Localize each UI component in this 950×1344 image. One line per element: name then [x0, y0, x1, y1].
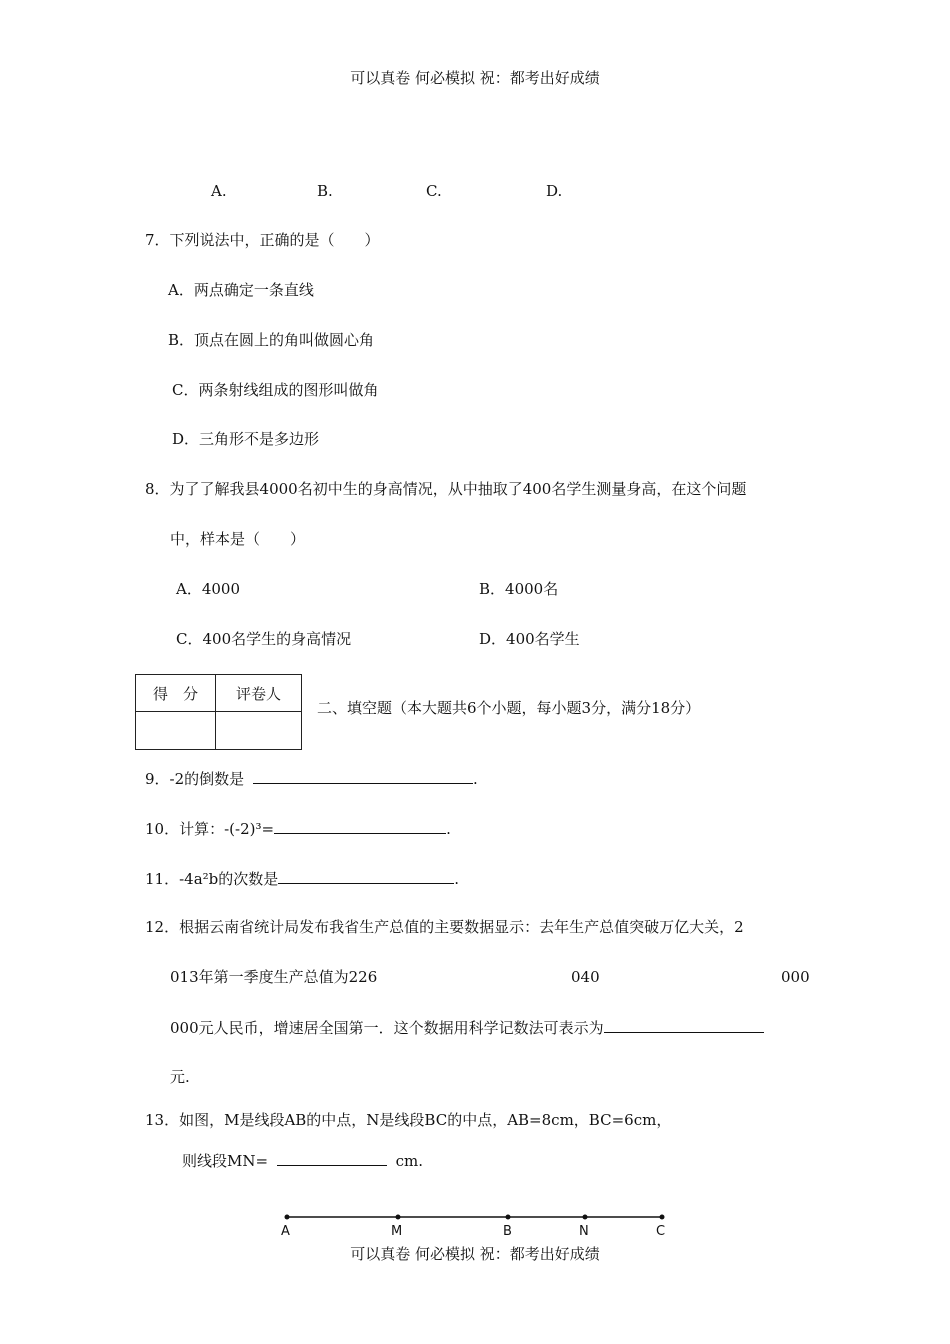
q9-end: .: [472, 770, 478, 788]
q13-answer-blank: [277, 1150, 387, 1166]
q6-option-c: C.: [426, 182, 442, 200]
point-c-label: C: [656, 1224, 666, 1239]
page-header: 可以真卷 何必模拟 祝：都考出好成绩: [350, 69, 600, 87]
q12-line2-b: 040: [571, 968, 600, 986]
segment-figure: [270, 1205, 680, 1245]
q13-line2: [182, 1150, 423, 1171]
q12-line2-a: 013年第一季度生产总值为226: [170, 968, 378, 986]
q12-line2-c: 000: [781, 968, 810, 986]
q11-text: 11．-4a²b的次数是: [145, 870, 279, 888]
q7-option-a: A．两点确定一条直线: [168, 281, 314, 299]
point-c-dot: [660, 1215, 665, 1220]
q13-line1: 13．如图，M是线段AB的中点，N是线段BC的中点，AB=8cm，BC=6cm，: [145, 1111, 672, 1129]
point-a-dot: [285, 1215, 290, 1220]
q10-end: .: [446, 820, 451, 838]
q11: [145, 868, 459, 889]
score-header: 得 分: [136, 675, 216, 712]
q7-stem: 7．下列说法中，正确的是（ ）: [145, 231, 380, 249]
grader-header: 评卷人: [216, 675, 302, 712]
point-b-label: B: [503, 1224, 512, 1239]
q6-option-d: D.: [546, 182, 563, 200]
q11-answer-blank: [278, 868, 454, 884]
point-n-label: N: [579, 1224, 589, 1239]
q7-option-d: D．三角形不是多边形: [172, 430, 320, 448]
q12-line1: 12．根据云南省统计局发布我省生产总值的主要数据显示：去年生产总值突破万亿大关，2: [145, 918, 744, 936]
score-table: [135, 674, 302, 750]
q9-text: 9．-2的倒数是: [145, 770, 245, 788]
q8-stem-line2: 中，样本是（ ）: [170, 530, 306, 548]
q6-option-b: B.: [317, 182, 333, 200]
q8-option-d: D．400名学生: [479, 630, 580, 648]
point-m-label: M: [391, 1224, 403, 1239]
q12-answer-blank: [604, 1017, 764, 1033]
q10-answer-blank: [274, 818, 446, 834]
point-m-dot: [396, 1215, 401, 1220]
q11-end: .: [454, 870, 460, 888]
point-n-dot: [583, 1215, 588, 1220]
q13-unit: cm.: [395, 1152, 424, 1170]
score-cell: [136, 712, 216, 750]
q13-text: 则线段MN=: [182, 1152, 269, 1170]
q8-stem-line1: 8．为了了解我县4000名初中生的身高情况，从中抽取了400名学生测量身高，在这个问题: [145, 480, 747, 498]
q10: [145, 818, 451, 839]
page-footer: 可以真卷 何必模拟 祝：都考出好成绩: [350, 1245, 600, 1263]
point-b-dot: [506, 1215, 511, 1220]
grader-cell: [216, 712, 302, 750]
q6-option-a: A.: [211, 182, 227, 200]
section2-title: 二、填空题（本大题共6个小题，每小题3分，满分18分）: [317, 699, 701, 717]
q12-line4: 元.: [170, 1068, 190, 1086]
q12-line3: [170, 1017, 764, 1038]
q9-answer-blank: [253, 768, 473, 784]
point-a-label: A: [281, 1224, 290, 1239]
q7-option-c: C．两条射线组成的图形叫做角: [172, 381, 379, 399]
q12-line3-text: 000元人民币，增速居全国第一．这个数据用科学记数法可表示为: [170, 1019, 604, 1037]
q8-option-a: A．4000: [176, 580, 241, 598]
q8-option-c: C．400名学生的身高情况: [176, 630, 352, 648]
q8-option-b: B．4000名: [479, 580, 559, 598]
q9: [145, 768, 478, 789]
q10-text: 10．计算：-(-2)³=: [145, 820, 275, 838]
q7-option-b: B．顶点在圆上的角叫做圆心角: [168, 331, 375, 349]
